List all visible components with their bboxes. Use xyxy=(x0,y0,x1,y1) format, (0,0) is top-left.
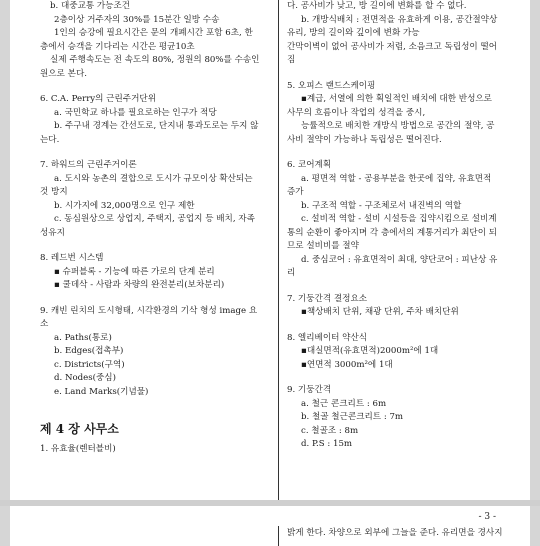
text-line: c. 동심원상으로 상업지, 주택지, 공업지 등 배치, 자족 xyxy=(54,214,255,224)
text-line: ▪ 슈퍼블록 - 기능에 따른 가로의 단계 분리 xyxy=(54,266,215,277)
spacer xyxy=(287,281,517,293)
text-line: 리 xyxy=(287,268,296,278)
text-line: 성유지 xyxy=(40,227,65,238)
text-line: 유리, 방의 길이와 깊이에 변화 가능 xyxy=(287,28,420,38)
column-divider-next xyxy=(278,526,279,546)
text-line: d. Nodes(중심) xyxy=(54,373,116,383)
page-number: - 3 - xyxy=(478,512,496,522)
text-line: 6. C.A. Perry의 근린주거단위 xyxy=(40,94,156,104)
spacer xyxy=(40,240,268,252)
text-line: 1인의 승강에 필요시간은 문의 개폐시간 포함 6초, 한 xyxy=(54,28,253,38)
text-line: 능률적으로 배치한 개방식 방법으로 공간의 절약, 공 xyxy=(301,121,495,131)
spacer xyxy=(287,320,517,332)
text-line: 사비 절약이 가능하나 독립성은 떨어진다. xyxy=(287,134,442,145)
text-line: 1. 유효율(렌터블비) xyxy=(40,443,116,454)
text-line: b. 철골 철근콘크리트 : 7m xyxy=(301,412,404,422)
text-line: 는다. xyxy=(40,134,60,145)
text-line: a. 도시와 농촌의 결합으로 도시가 규모이상 확산되는 xyxy=(54,173,253,184)
text-line: a. 국민학교 하나를 필요로하는 인구가 적당 xyxy=(54,107,217,118)
spacer xyxy=(40,399,268,411)
text-line: a. Paths(통로) xyxy=(54,332,112,343)
text-line: e. Land Marks(기념물) xyxy=(54,386,149,397)
text-line: ▪ 쿨데삭 - 사람과 차량의 완전분리(보차분리) xyxy=(54,280,225,290)
text-line: 9. 캐빈 린치의 도시형태, 시각환경의 기삭 형성 image 요 xyxy=(40,305,258,316)
text-line: b. 시가지에 32,000명으로 인구 제한 xyxy=(54,200,195,211)
text-line: ▪책상배치 단위, 채광 단위, 주차 배치단위 xyxy=(301,307,459,317)
text-line: ▪대실면적(유효면적)2000m²에 1대 xyxy=(301,346,439,356)
text-line: b. 개방식배치 : 전면적을 유효하게 이용, 공간절약상 xyxy=(301,14,498,25)
text-line: 다. 공사비가 낮고, 방 길이에 변화를 할 수 없다. xyxy=(287,1,467,11)
spacer xyxy=(287,372,517,384)
spacer xyxy=(40,147,268,159)
text-line: 사무의 흐름이나 작업의 성격을 중시, xyxy=(287,107,426,118)
text-line: c. Districts(구역) xyxy=(54,359,125,370)
text-line: 8. 레드번 시스템 xyxy=(40,253,104,263)
text-line: 층에서 승객을 기다리는 시간은 평균10초 xyxy=(40,41,195,52)
text-line: 것 방지 xyxy=(40,187,68,197)
spacer xyxy=(40,81,268,93)
spacer xyxy=(287,147,517,159)
text-line: b. 대중교통 가능조건 xyxy=(50,1,131,11)
text-line: a. 평면적 역할 - 공용부분을 한곳에 집약, 유효면적 xyxy=(301,173,492,184)
text-line: 므로 설비비를 절약 xyxy=(287,241,359,251)
text-line: 통의 순환이 좋아지며 각 층에서의 계통거리가 최단이 되 xyxy=(287,227,498,238)
text-line: c. 설비적 역할 - 설비 시설등을 집약시킴으로 설비계 xyxy=(301,214,497,224)
next-page-text: 밝게 한다. 차양으로 외부에 그늘을 준다. 유리면을 경사지 xyxy=(287,528,503,538)
text-line: a. 철근 콘크리트 : 6m xyxy=(301,398,387,409)
text-line: d. P.S : 15m xyxy=(301,439,353,449)
text-line: 5. 오피스 랜드스케이핑 xyxy=(287,80,376,91)
text-line: 원으로 본다. xyxy=(40,68,87,79)
text-line: 증가 xyxy=(287,187,304,197)
next-document-page xyxy=(10,506,530,546)
text-line: b. 구조적 역할 - 구조체로서 내진벽의 역할 xyxy=(301,200,462,211)
text-line: 실제 주행속도는 전 속도의 80%, 정원의 80%를 수송인 xyxy=(50,55,260,65)
right-column xyxy=(287,0,517,452)
text-line: 6. 코어계획 xyxy=(287,160,332,170)
text-line: 2층이상 거주자의 30%를 15분간 일방 수송 xyxy=(54,14,220,25)
spacer xyxy=(40,293,268,305)
text-line: 짐 xyxy=(287,55,296,65)
text-line: b. 주구내 경계는 간선도로, 단지내 통과도로는 두지 않 xyxy=(54,121,259,131)
text-line: d. 중심코어 : 유효면적이 최대, 양단코어 : 피난상 유 xyxy=(301,254,498,265)
document-page xyxy=(10,0,530,500)
text-line: c. 철골조 : 8m xyxy=(301,425,359,436)
text-line: ▪계급, 서열에 의한 획일적인 배치에 대한 반성으로 xyxy=(301,94,492,104)
text-line: b. Edges(접촉부) xyxy=(54,346,124,356)
spacer xyxy=(287,68,517,80)
text-line: 9. 기둥간격 xyxy=(287,385,332,395)
text-line: 7. 기둥간격 결정요소 xyxy=(287,293,368,304)
text-line: 소 xyxy=(40,319,49,329)
column-divider xyxy=(278,0,279,500)
text-line: 7. 하워드의 근린주거이론 xyxy=(40,160,137,170)
text-line: 8. 엘리베이터 약산식 xyxy=(287,332,368,343)
left-column xyxy=(40,0,268,456)
chapter-heading: 제 4 장 사무소 xyxy=(40,422,119,436)
text-line: ▪연면적 3000m²에 1대 xyxy=(301,359,393,370)
text-line: 간막이벽이 없어 공사비가 저렴, 소음크고 독립성이 떨어 xyxy=(287,41,498,52)
